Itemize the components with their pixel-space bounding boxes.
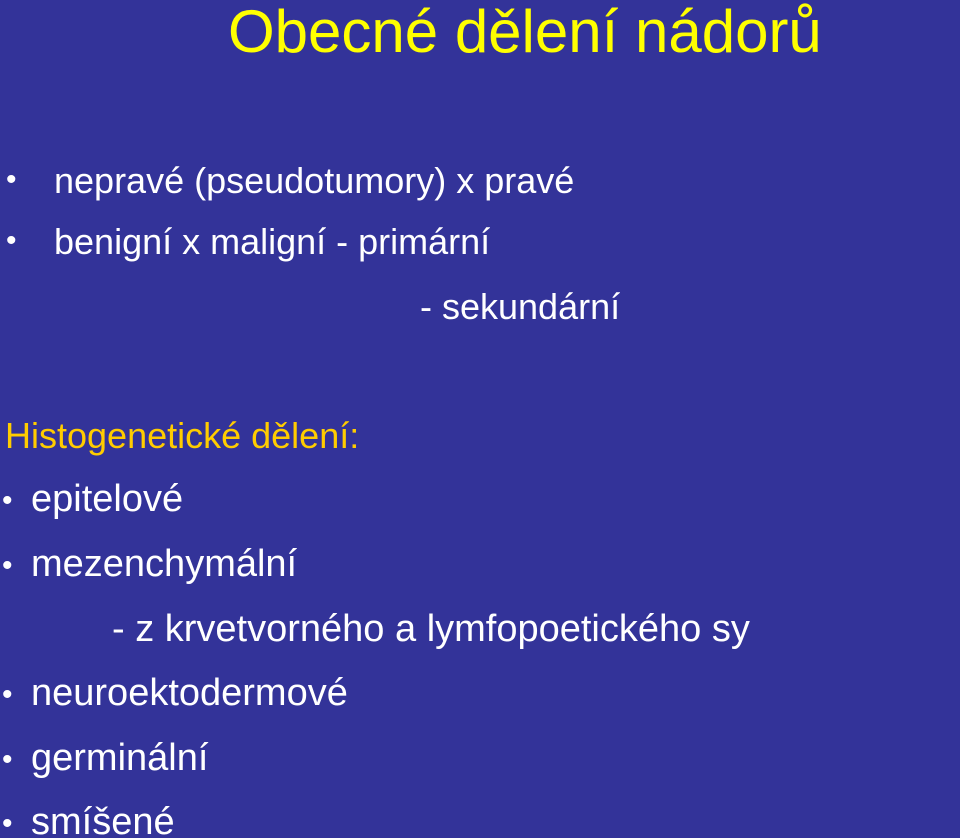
list-item-sekundarni: - sekundární [420, 286, 621, 327]
list-item-epitelove: epitelové [31, 478, 184, 520]
bullet-icon: • [6, 224, 17, 257]
list-item-smisene: smíšené [31, 801, 175, 838]
list-item-krvetvorneho: - z krvetvorného a lymfopoetického sy [112, 608, 750, 650]
list-item-germinalni: germinální [31, 737, 209, 779]
bullet-icon: • [2, 807, 13, 838]
bullet-icon: • [6, 163, 17, 196]
list-item-neuroektodermove: neuroektodermové [31, 672, 348, 714]
list-item-pseudotumory: nepravé (pseudotumory) x pravé [54, 160, 575, 201]
bullet-icon: • [2, 549, 13, 582]
section-heading-histogenetic: Histogenetické dělení: [5, 415, 360, 456]
slide-title: Obecné dělení nádorů [228, 0, 822, 65]
bullet-icon: • [2, 743, 13, 776]
list-item-benigni: benigní x maligní - primární [54, 221, 491, 262]
bullet-icon: • [2, 678, 13, 711]
list-item-mezenchymalni: mezenchymální [31, 543, 298, 585]
bullet-icon: • [2, 484, 13, 517]
